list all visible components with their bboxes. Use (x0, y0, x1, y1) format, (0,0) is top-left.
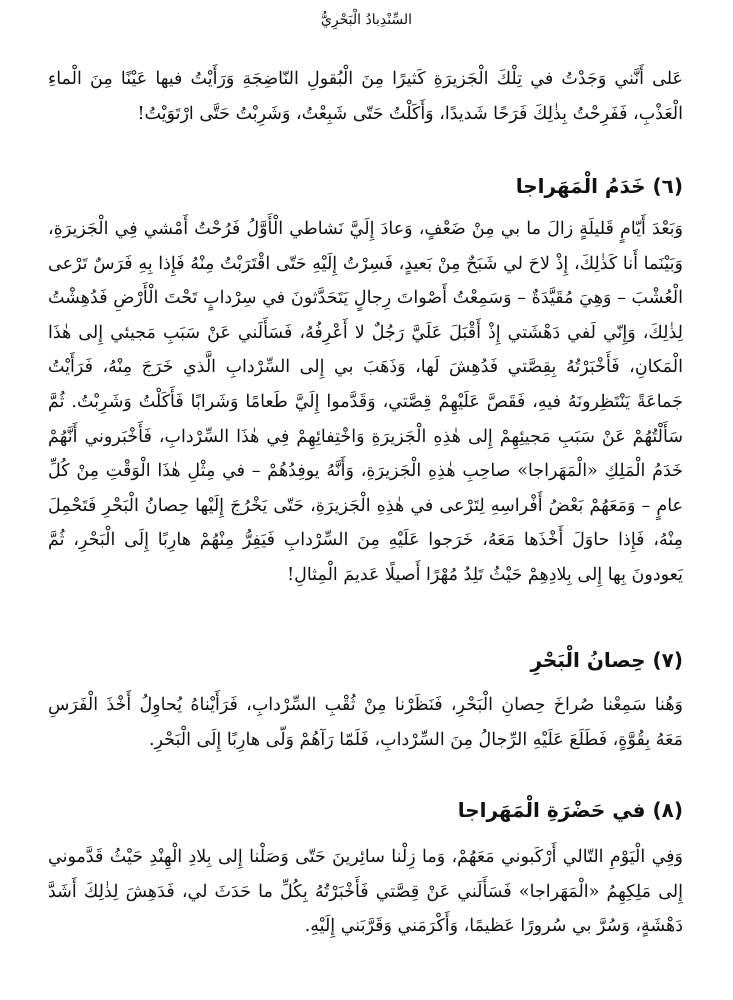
section-6-title: خَدَمُ الْمَهَراجا (515, 174, 646, 198)
running-header: السِّنْدِبادُ الْبَحْرِيُّ (320, 12, 413, 28)
intro-paragraph: عَلى أَنَّني وَجَدْتُ في تِلْكَ الْجَزيرَةِ كَثيرًا مِنَ الْبُقولِ النّاضِجَةِ وَرَأَيْتُ فيها عَيْنًا مِنَ الْماءِ الْعَذْبِ، فَفَرِحْتُ بِذٰلِكَ فَرَحًا شَديدًا، وَأَكَلْتُ حَتّى شَبِعْتُ، وَشَرِبْتُ حَتَّى ارْتَوَيْتُ! (48, 69, 683, 124)
section-7-paragraph: وَهُنا سَمِعْنا صُراخَ حِصانِ الْبَحْرِ، فَنَظَرْنا مِنْ ثُقْبِ السِّرْدابِ، فَرَأَيْناهُ يُحاوِلُ أَخْذَ الْفَرَسِ مَعَهُ بِقُوَّةٍ، فَطَلَعَ عَلَيْهِ الرِّجالُ مِنَ السِّرْدابِ، فَلَمّا رَآهُمْ وَلّى هارِبًا إِلَى الْبَحْرِ. (48, 695, 683, 750)
section-8-title: في حَضْرَةِ الْمَهَراجا (457, 798, 646, 822)
section-7-heading (48, 646, 683, 674)
section-7-number: (٧) (652, 648, 683, 672)
section-6-number: (٦) (652, 174, 683, 198)
section-8-number: (٨) (652, 798, 683, 822)
section-6-paragraph: وَبَعْدَ أَيّامٍ قَليلَةٍ زالَ ما بي مِنْ ضَعْفٍ، وَعادَ إِلَيَّ نَشاطي الْأَوَّلُ فَرُحْتُ أَمْشي فِي الْجَزيرَةِ، وَبَيْنَما أَنا كَذٰلِكَ، إِذْ لاحَ لي شَبَحٌ مِنْ بَعيدٍ، فَسِرْتُ إِلَيْهِ حَتّى اقْتَرَبْتُ مِنْهُ فَإِذا بِهِ فَرَسٌ تَرْعى الْعُشْبَ – وَهِيَ مُقَيَّدَةٌ – وَسَمِعْتُ أَصْواتَ رِجالٍ يَتَحَدَّثونَ في سِرْدابٍ تَحْتَ الْأَرْضِ فَدُهِشْتُ لِذٰلِكَ، وَإِنّي لَفي دَهْشَتي إِذْ أَقْبَلَ عَلَيَّ رَجُلٌ لا أَعْرِفُهُ، فَسَأَلَني عَنْ سَبَبِ مَجيئي إِلى هٰذَا الْمَكانِ، فَأَخْبَرْتُهُ بِقِصَّتي فَدُهِشَ لَها، وَذَهَبَ بي إِلى السِّرْدابِ الَّذي خَرَجَ مِنْهُ، فَرَأَيْتُ جَماعَةً يَنْتَظِرونَهُ فيهِ، فَقَصَّ عَلَيْهِمْ قِصَّتي، وَقَدَّموا إِلَيَّ طَعامًا وَشَرابًا فَأَكَلْتُ وَشَرِبْتُ. ثُمَّ سَأَلْتُهُمْ عَنْ سَبَبِ مَجيئِهِمْ إِلى هٰذِهِ الْجَزيرَةِ وَاخْتِفائِهِمْ فِي هٰذَا السِّرْدابِ، فَأَخْبَروني أَنَّهُمْ خَدَمُ الْمَلِكِ «الْمَهَراجا» صاحِبِ هٰذِهِ الْجَزيرَةِ، وَأَنَّهُ يوفِدُهُمْ – في مِثْلِ هٰذَا الْوَقْتِ مِنْ كُلِّ عامٍ – وَمَعَهُمْ بَعْضُ أَفْراسِهِ لِتَرْعى في هٰذِهِ الْجَزيرَةِ، حَتّى يَخْرُجَ إِلَيْها حِصانُ الْبَحْرِ فَتَحْمِلَ مِنْهُ، فَإِذا حاوَلَ أَخْذَها مَعَهُ، خَرَجوا عَلَيْهِ مِنَ السِّرْدابِ فَيَفِرُّ مِنْهُمْ هارِبًا إِلَى الْبَحْرِ، ثُمَّ يَعودونَ بِها إِلى بِلادِهِمْ حَيْثُ تَلِدُ مُهْرًا أَصيلًا عَديمَ الْمِثالِ! (48, 219, 683, 585)
section-8-paragraph: وَفِي الْيَوْمِ التّالي أَرْكَبوني مَعَهُمْ، وَما زِلْنا سائِرينَ حَتّى وَصَلْنا إِلى بِلادِ الْهِنْدِ حَيْثُ قَدَّموني إِلى مَلِكِهِمُ «الْمَهَراجا» فَسَأَلَني عَنْ قِصَّتي فَأَخْبَرْتُهُ بِكُلِّ ما حَدَثَ لي، فَدَهِشَ لِذٰلِكَ أَشَدَّ دَهْشَةٍ، وَسُرَّ بي سُرورًا عَظيمًا، وَأَكْرَمَني وَقَرَّبَني إِلَيْهِ. (48, 847, 683, 937)
section-7-title: حِصانُ الْبَحْرِ (530, 648, 646, 672)
section-6-heading (48, 172, 683, 200)
section-8-heading (48, 796, 683, 824)
